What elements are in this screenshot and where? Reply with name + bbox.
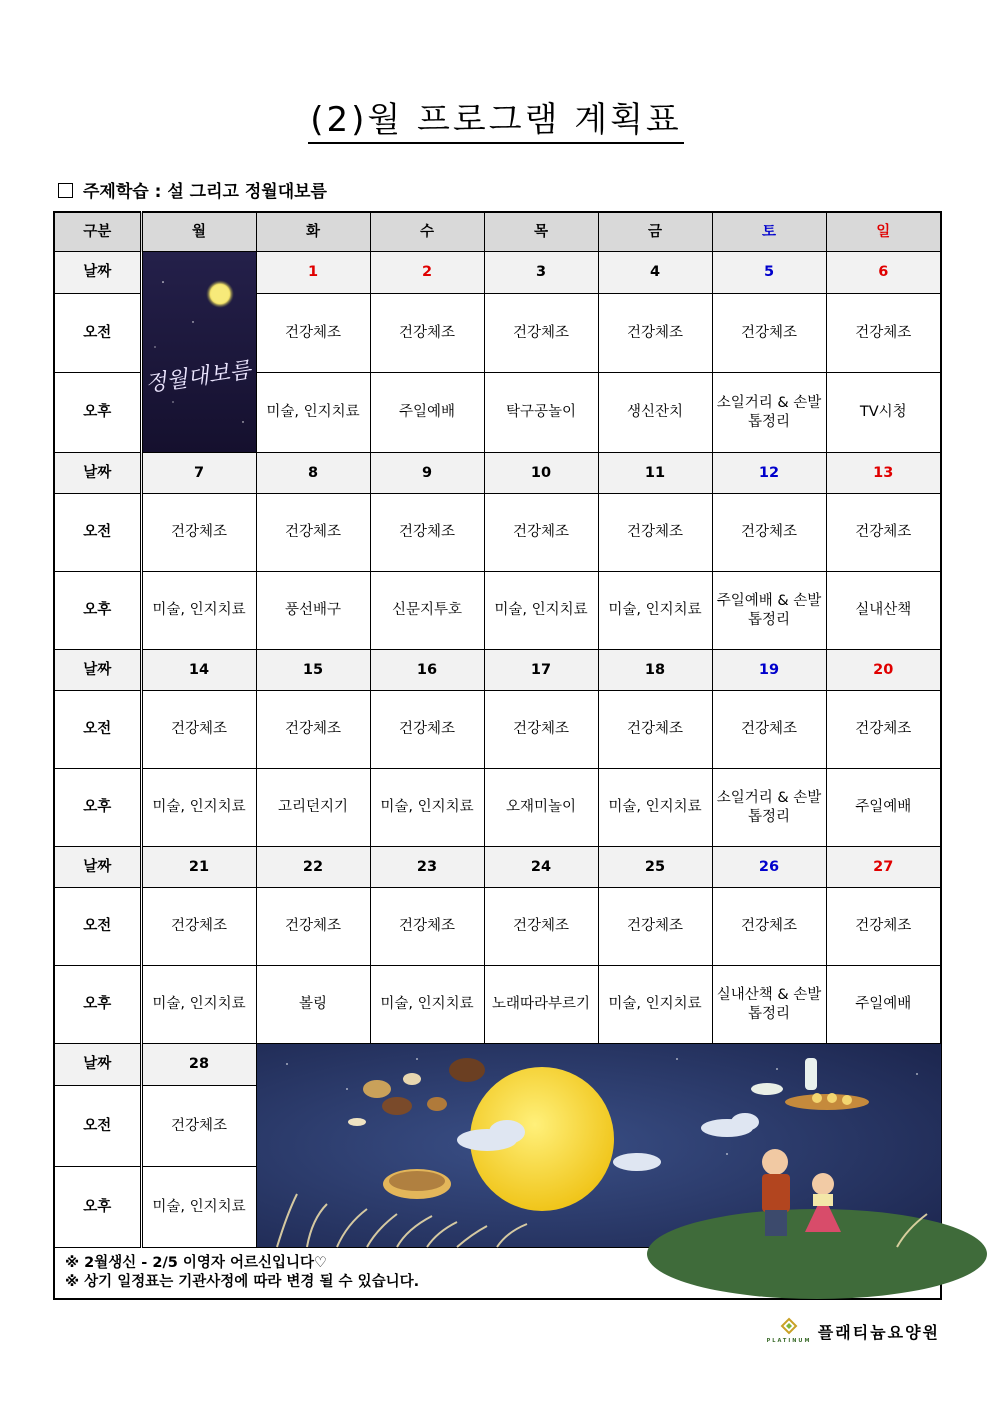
header-cell: 월	[141, 212, 256, 252]
activity-cell: 건강체조	[256, 293, 370, 373]
activity-cell: 고리던지기	[256, 769, 370, 847]
brand-footer	[766, 1318, 940, 1344]
date-cell: 10	[484, 453, 598, 494]
date-cell: 14	[141, 650, 256, 691]
activity-cell: 미술, 인지치료	[141, 966, 256, 1044]
moon-night-illustration	[141, 252, 256, 453]
header-cell-saturday: 토	[712, 212, 826, 252]
date-cell: 1	[256, 252, 370, 294]
row-label: 날짜	[54, 650, 141, 691]
date-cell: 25	[598, 847, 712, 888]
date-cell: 11	[598, 453, 712, 494]
svg-text:PLATINUM: PLATINUM	[766, 1338, 812, 1344]
row-label: 오후	[54, 373, 141, 453]
activity-cell: 오재미놀이	[484, 769, 598, 847]
activity-cell: 노래따라부르기	[484, 966, 598, 1044]
row-label: 오후	[54, 1167, 141, 1248]
activity-cell: 주일예배	[370, 373, 484, 453]
activity-cell: 신문지투호	[370, 572, 484, 650]
date-cell: 3	[484, 252, 598, 294]
row-label: 오전	[54, 1086, 141, 1167]
date-cell: 9	[370, 453, 484, 494]
activity-cell: 실내산책 & 손발톱정리	[712, 966, 826, 1044]
row-label: 오전	[54, 293, 141, 373]
date-cell: 19	[712, 650, 826, 691]
activity-cell: 미술, 인지치료	[256, 373, 370, 453]
activity-cell: TV시청	[826, 373, 941, 453]
row-label: 오전	[54, 888, 141, 966]
header-cell: 목	[484, 212, 598, 252]
date-cell: 26	[712, 847, 826, 888]
header-cell-sunday: 일	[826, 212, 941, 252]
row-label: 오전	[54, 494, 141, 572]
date-cell: 6	[826, 252, 941, 294]
date-cell: 8	[256, 453, 370, 494]
activity-cell: 소일거리 & 손발톱정리	[712, 769, 826, 847]
date-cell: 28	[141, 1044, 256, 1086]
activity-cell: 건강체조	[484, 691, 598, 769]
schedule-table	[53, 211, 942, 1300]
note-line: ※ 2월생신 - 2/5 이영자 어르신입니다♡	[65, 1255, 328, 1271]
activity-cell: 건강체조	[826, 888, 941, 966]
date-cell: 7	[141, 453, 256, 494]
activity-cell: 건강체조	[598, 888, 712, 966]
activity-cell: 건강체조	[370, 494, 484, 572]
date-cell: 23	[370, 847, 484, 888]
header-cell: 구분	[54, 212, 141, 252]
activity-cell: 건강체조	[826, 691, 941, 769]
activity-cell: 건강체조	[598, 494, 712, 572]
table-row	[54, 650, 941, 691]
activity-cell: 미술, 인지치료	[598, 769, 712, 847]
activity-cell: 건강체조	[826, 494, 941, 572]
header-cell: 화	[256, 212, 370, 252]
activity-cell: 건강체조	[370, 293, 484, 373]
platinum-logo-icon	[766, 1318, 812, 1344]
activity-cell: 건강체조	[712, 888, 826, 966]
date-cell: 15	[256, 650, 370, 691]
table-row	[54, 966, 941, 1044]
header-cell: 금	[598, 212, 712, 252]
row-label: 오후	[54, 966, 141, 1044]
date-cell: 12	[712, 453, 826, 494]
date-cell: 27	[826, 847, 941, 888]
row-label: 날짜	[54, 847, 141, 888]
date-cell: 20	[826, 650, 941, 691]
activity-cell: 풍선배구	[256, 572, 370, 650]
activity-cell: 건강체조	[826, 293, 941, 373]
activity-cell: 건강체조	[712, 691, 826, 769]
activity-cell: 미술, 인지치료	[598, 572, 712, 650]
date-cell: 18	[598, 650, 712, 691]
row-label: 오후	[54, 769, 141, 847]
activity-cell: 주일예배	[826, 966, 941, 1044]
activity-cell: 건강체조	[712, 494, 826, 572]
activity-cell: 건강체조	[256, 691, 370, 769]
full-moon-festival-illustration	[256, 1044, 941, 1248]
date-cell: 13	[826, 453, 941, 494]
date-cell: 21	[141, 847, 256, 888]
activity-cell: 건강체조	[598, 293, 712, 373]
page-title: (2)월 프로그램 계획표	[0, 92, 992, 141]
row-label: 오전	[54, 691, 141, 769]
date-cell: 22	[256, 847, 370, 888]
subtitle: 주제학습 : 설 그리고 정월대보름	[58, 177, 327, 202]
activity-cell: 미술, 인지치료	[141, 1167, 256, 1248]
activity-cell: 소일거리 & 손발톱정리	[712, 373, 826, 453]
activity-cell: 미술, 인지치료	[141, 572, 256, 650]
activity-cell: 건강체조	[712, 293, 826, 373]
header-row	[54, 212, 941, 252]
activity-cell: 볼링	[256, 966, 370, 1044]
table-row	[54, 453, 941, 494]
table-row	[54, 888, 941, 966]
activity-cell: 건강체조	[484, 888, 598, 966]
activity-cell: 건강체조	[370, 888, 484, 966]
date-cell: 2	[370, 252, 484, 294]
activity-cell: 건강체조	[256, 888, 370, 966]
art-calligraphy: 정월대보름	[143, 357, 252, 398]
table-row	[54, 847, 941, 888]
activity-cell: 미술, 인지치료	[484, 572, 598, 650]
activity-cell: 탁구공놀이	[484, 373, 598, 453]
activity-cell: 미술, 인지치료	[598, 966, 712, 1044]
date-cell: 17	[484, 650, 598, 691]
activity-cell: 건강체조	[484, 293, 598, 373]
activity-cell: 건강체조	[370, 691, 484, 769]
activity-cell: 미술, 인지치료	[370, 966, 484, 1044]
note-line: ※ 상기 일정표는 기관사정에 따라 변경 될 수 있습니다.	[65, 1273, 420, 1290]
activity-cell: 건강체조	[484, 494, 598, 572]
table-row	[54, 691, 941, 769]
activity-cell: 건강체조	[141, 494, 256, 572]
activity-cell: 건강체조	[141, 1086, 256, 1167]
activity-cell: 건강체조	[598, 691, 712, 769]
activity-cell: 생신잔치	[598, 373, 712, 453]
date-cell: 24	[484, 847, 598, 888]
checkbox-square-icon	[58, 183, 73, 198]
activity-cell: 건강체조	[141, 888, 256, 966]
activity-cell: 실내산책	[826, 572, 941, 650]
table-row	[54, 769, 941, 847]
activity-cell: 건강체조	[141, 691, 256, 769]
table-row	[54, 252, 941, 294]
brand-name: 플래티늄요양원	[817, 1322, 940, 1342]
activity-cell: 미술, 인지치료	[370, 769, 484, 847]
date-cell: 4	[598, 252, 712, 294]
date-cell: 16	[370, 650, 484, 691]
activity-cell: 주일예배 & 손발톱정리	[712, 572, 826, 650]
row-label: 오후	[54, 572, 141, 650]
table-row	[54, 572, 941, 650]
table-row	[54, 494, 941, 572]
row-label: 날짜	[54, 453, 141, 494]
activity-cell: 미술, 인지치료	[141, 769, 256, 847]
date-cell: 5	[712, 252, 826, 294]
activity-cell: 건강체조	[256, 494, 370, 572]
activity-cell: 주일예배	[826, 769, 941, 847]
header-cell: 수	[370, 212, 484, 252]
row-label: 날짜	[54, 1044, 141, 1086]
row-label: 날짜	[54, 252, 141, 294]
table-row	[54, 1044, 941, 1086]
